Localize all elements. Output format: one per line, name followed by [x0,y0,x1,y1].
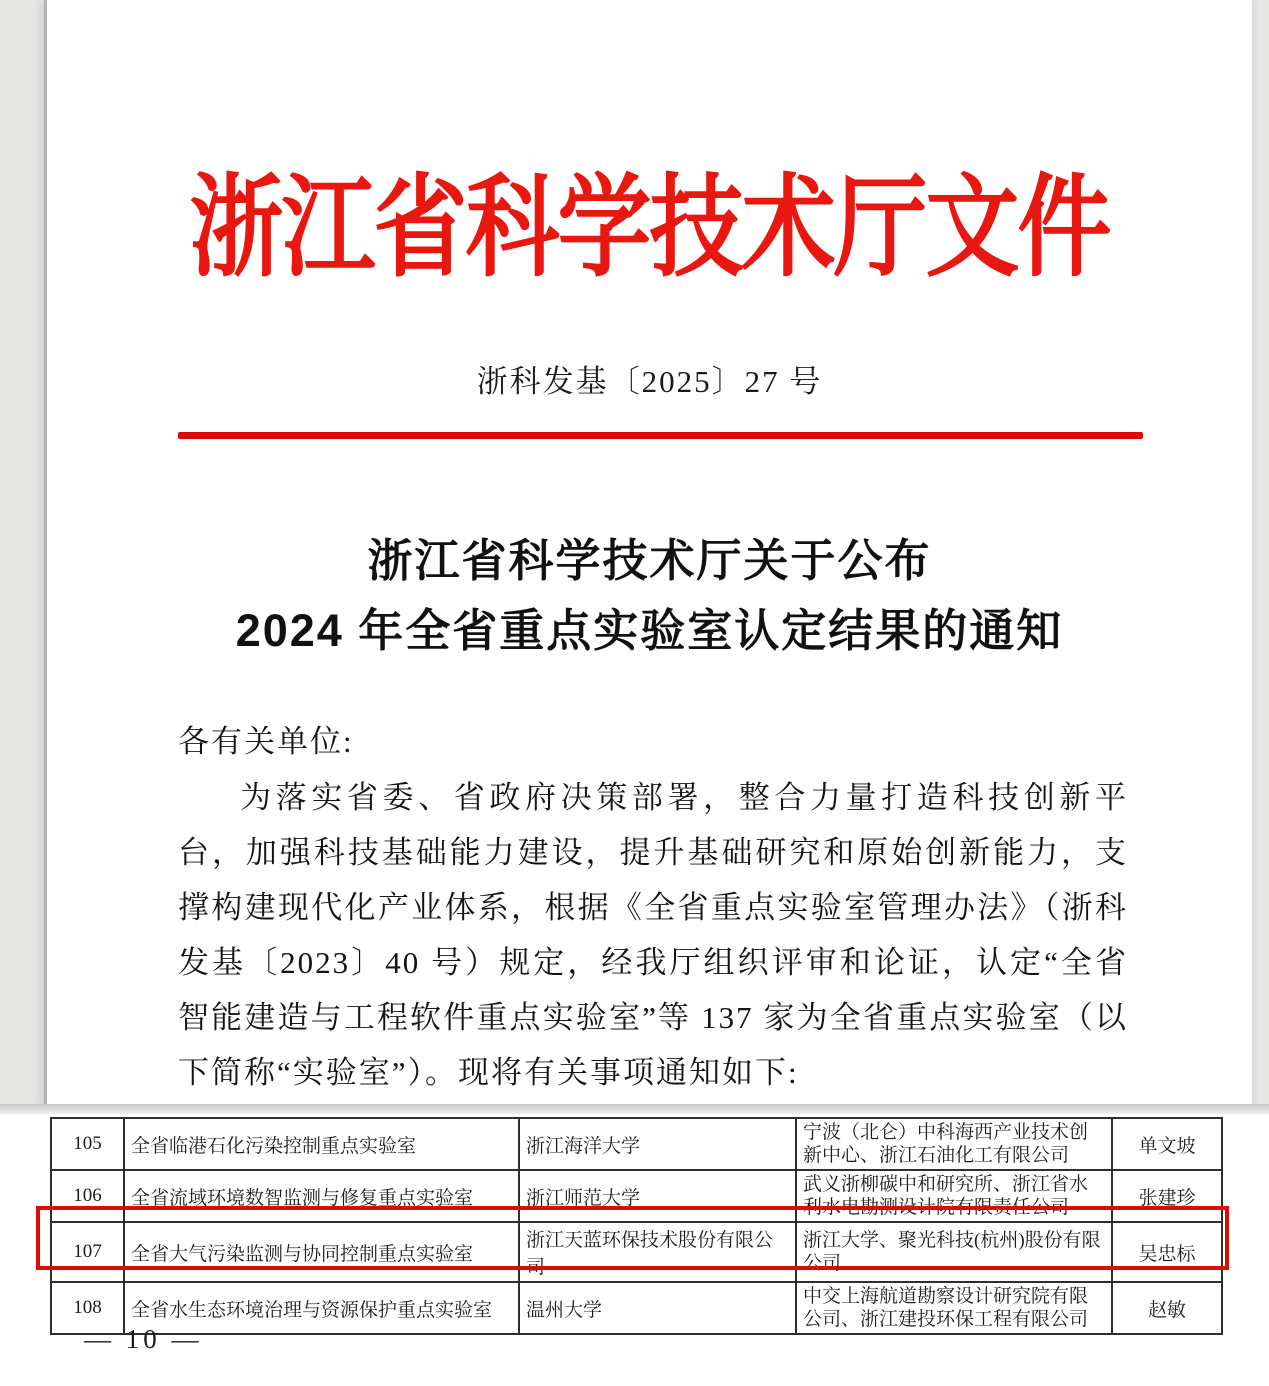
letterhead-title: 浙江省科学技术厅文件 [189,167,1110,291]
row-number-cell: 108 [51,1282,124,1334]
notice-title-line2: 2024 年全省重点实验室认定结果的通知 [235,605,1064,656]
lab-name-cell: 全省水生态环境治理与资源保护重点实验室 [124,1282,519,1334]
table-row [51,1282,1222,1334]
director-cell: 吴忠标 [1112,1222,1222,1282]
red-divider-rule [178,432,1143,439]
row-number-cell: 105 [51,1118,124,1170]
table-row-highlighted [51,1222,1222,1282]
partners-cell: 浙江大学、聚光科技(杭州)股份有限公司 [796,1222,1112,1282]
salutation: 各有关单位: [178,724,354,759]
row-number-cell: 106 [51,1170,124,1222]
document-number: 浙科发基〔2025〕27 号 [476,364,823,399]
page-number: — 10 — [84,1324,203,1354]
partners-cell: 宁波（北仑）中科海西产业技术创新中心、浙江石油化工有限公司 [796,1118,1112,1170]
row-number-cell: 107 [51,1222,124,1282]
director-cell: 单文坡 [1112,1118,1222,1170]
document-page [44,0,1252,1106]
institution-cell: 浙江师范大学 [519,1170,796,1222]
laboratory-table [50,1117,1223,1335]
institution-cell: 浙江海洋大学 [519,1118,796,1170]
institution-cell: 浙江天蓝环保技术股份有限公司 [519,1222,796,1282]
lab-name-cell: 全省流域环境数智监测与修复重点实验室 [124,1170,519,1222]
director-cell: 赵敏 [1112,1282,1222,1334]
page-seam [0,1104,1269,1114]
notice-title-line1: 浙江省科学技术厅关于公布 [367,535,932,586]
director-cell: 张建珍 [1112,1170,1222,1222]
partners-cell: 中交上海航道勘察设计研究院有限公司、浙江建投环保工程有限公司 [796,1282,1112,1334]
lab-name-cell: 全省临港石化污染控制重点实验室 [124,1118,519,1170]
body-paragraph: 为落实省委、省政府决策部署，整合力量打造科技创新平台，加强科技基础能力建设，提升基础研究和原始创新能力，支撑构建现代化产业体系，根据《全省重点实验室管理办法》（浙科发基〔2023〕40 号）规定，经我厅组织评审和论证，认定“全省智能建造与工程软件重点实验室”等 137 家为全省重点实验室（以下简称“实验室”）。现将有关事项通知如下: [178,780,1128,1090]
institution-cell: 温州大学 [519,1282,796,1334]
lab-name-cell: 全省大气污染监测与协同控制重点实验室 [124,1222,519,1282]
table-row [51,1170,1222,1222]
partners-cell: 武义浙柳碳中和研究所、浙江省水利水电勘测设计院有限责任公司 [796,1170,1112,1222]
table-row [51,1118,1222,1170]
